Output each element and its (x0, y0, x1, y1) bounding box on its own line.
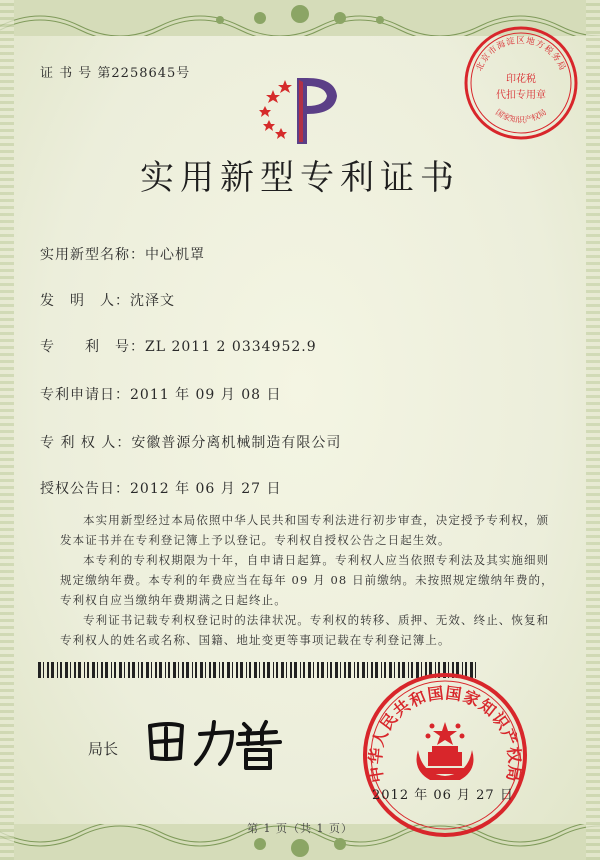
field-label: 专 利 权 人： (40, 435, 132, 451)
seal-big-text: 中华人民共和国国家知识产权局 (365, 683, 525, 784)
field-application-date (40, 384, 282, 404)
field-value: 沈泽文 (130, 293, 175, 309)
certificate-body (60, 510, 560, 650)
body-paragraph: 专利证书记载专利权登记时的法律状况。专利权的转移、质押、无效、终止、恢复和专利权人的姓名或名称、国籍、地址变更等事项记载在专利登记簿上。 (60, 613, 550, 647)
field-label: 授权公告日： (40, 481, 130, 497)
field-patentee (40, 432, 341, 452)
right-border (586, 0, 600, 860)
seal-small-inner-2: 代扣专用章 (496, 90, 546, 101)
field-name (40, 244, 205, 264)
field-value: 中心机罩 (145, 247, 205, 263)
field-label: 专 利 号： (40, 339, 145, 355)
national-ip-office-seal (360, 670, 530, 840)
tax-stamp-seal (462, 24, 580, 142)
body-paragraph: 本实用新型经过本局依照中华人民共和国专利法进行初步审查，决定授予专利权，颁发本证书并在专利登记簿上予以登记。专利权自授权公告之日起生效。 (60, 513, 550, 547)
field-patent-number (40, 336, 317, 356)
field-label: 发 明 人： (40, 293, 130, 309)
seal-small-bottom-text: 国家知识产权局 (493, 107, 549, 125)
field-label: 实用新型名称： (40, 247, 145, 263)
field-value: 2011 年 09 月 08 日 (130, 387, 282, 403)
body-paragraph: 本专利的专利权期限为十年，自申请日起算。专利权人应当依照专利法及其实施细则规定缴纳年费。本专利的年费应当在每年 09 月 08 日前缴纳。未按照规定缴纳年费的，专利权自应当缴纳年费期满之日起终止。 (60, 553, 554, 607)
seal-date: 2012 年 06 月 27 日 (372, 788, 514, 803)
field-label: 专利申请日： (40, 387, 130, 403)
field-inventor (40, 290, 175, 310)
seal-small-text: 北京市海淀区地方税务局 (474, 35, 568, 73)
director-signature (140, 712, 290, 772)
patent-office-logo (255, 68, 355, 148)
field-value: 安徽普源分离机械制造有限公司 (131, 435, 342, 451)
page-title: 实用新型专利证书 (140, 158, 460, 198)
field-value: 2012 年 06 月 27 日 (130, 481, 282, 497)
field-grant-date (40, 478, 282, 498)
national-emblem-icon (417, 722, 474, 780)
certificate-number: 证 书 号 第2258645号 (40, 66, 191, 81)
svg-text:国家知识产权局 (494, 108, 548, 125)
field-value: ZL 2011 2 0334952.9 (145, 339, 317, 355)
left-border (0, 0, 14, 860)
seal-small-inner-1: 印花税 (506, 74, 536, 85)
director-label: 局长 (88, 740, 119, 758)
page-footer: 第 1 页（共 1 页） (247, 822, 353, 835)
